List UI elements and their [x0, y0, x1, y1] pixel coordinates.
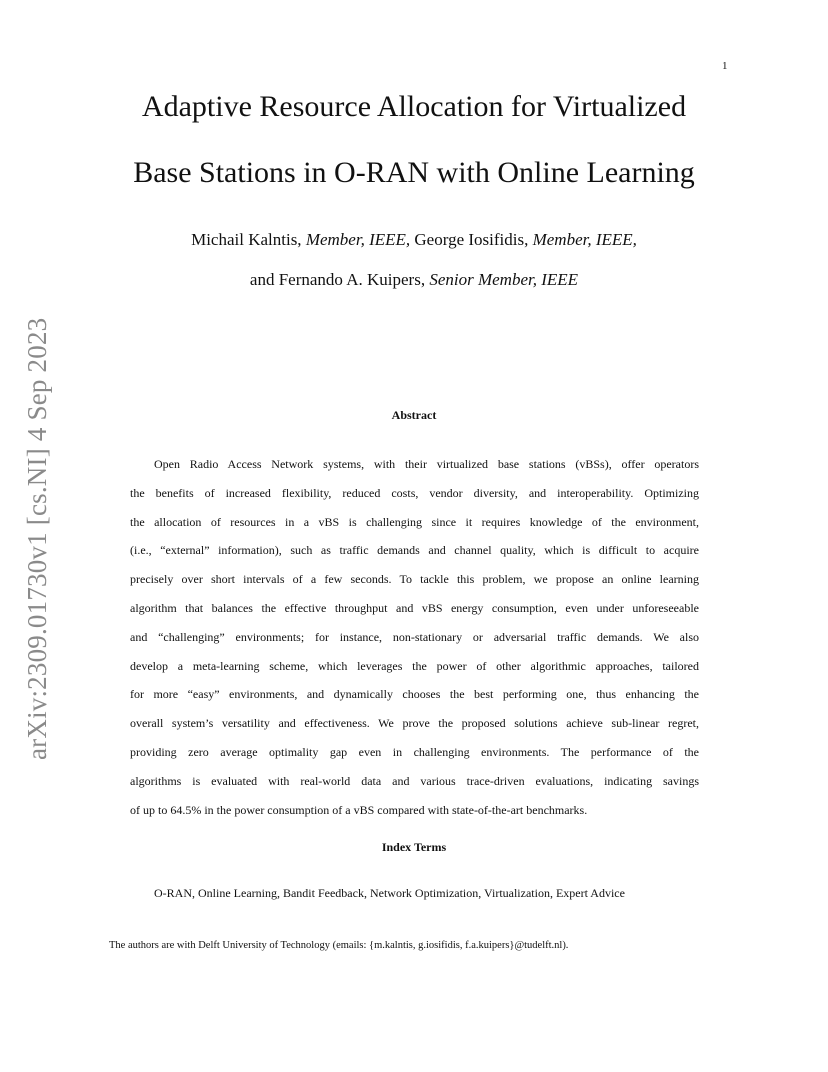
author-1-role: Member, IEEE, [305, 230, 411, 249]
abstract-line: overall system’s versatility and effectiveness. We prove the proposed solutions achieve sub-linear regret, [130, 716, 699, 731]
abstract-line: algorithm that balances the effective throughput and vBS energy consumption, even under unforeseeable [130, 600, 699, 615]
author-2-name: George Iosifidis, [410, 230, 533, 249]
index-terms-text: O-RAN, Online Learning, Bandit Feedback, Network Optimization, Virtualization, Expert Advice [154, 886, 625, 900]
abstract-line: precisely over short intervals of a few seconds. To tackle this problem, we propose an online learning [130, 572, 699, 587]
author-2-role: Member, IEEE, [532, 230, 637, 249]
index-terms-heading: Index Terms [381, 840, 447, 854]
abstract-line: of up to 64.5% in the power consumption of a vBS compared with state-of-the-art benchmarks. [130, 802, 588, 817]
abstract-line: algorithms is evaluated with real-world data and various trace-driven evaluations, indicating savings [130, 773, 699, 788]
author-affiliation-footnote: The authors are with Delft University of Technology (emails: {m.kalntis, g.iosifidis, f.a.kuipers}@tudelft.nl). [109, 940, 569, 951]
abstract-line: Open Radio Access Network systems, with their virtualized base stations (vBSs), offer operators [154, 457, 699, 471]
author-3-name: and Fernando A. Kuipers, [249, 270, 430, 289]
author-1-name: Michail Kalntis, [191, 230, 306, 249]
abstract-body [130, 450, 699, 824]
author-line-1 [0, 230, 828, 250]
abstract-heading: Abstract [391, 408, 437, 422]
abstract-line: the allocation of resources in a vBS is challenging since it requires knowledge of the environment, [130, 514, 699, 529]
page-number: 1 [722, 60, 728, 72]
paper-title-line-2: Base Stations in O-RAN with Online Learning [133, 156, 695, 189]
paper-title-line-1: Adaptive Resource Allocation for Virtualized [141, 90, 687, 123]
author-3-role: Senior Member, IEEE [429, 270, 579, 289]
author-line-2 [0, 270, 828, 290]
abstract-line: providing zero average optimality gap even in challenging environments. The performance of the [130, 744, 699, 759]
abstract-line: (i.e., “external” information), such as traffic demands and channel quality, which is difficult to acquire [130, 543, 699, 558]
abstract-line: develop a meta-learning scheme, which leverages the power of other algorithmic approaches, tailored [130, 658, 699, 673]
abstract-line: and “challenging” environments; for instance, non-stationary or adversarial traffic demands. We also [130, 629, 699, 644]
abstract-line: the benefits of increased flexibility, reduced costs, vendor diversity, and interoperability. Optimizing [130, 485, 699, 500]
arxiv-identifier: arXiv:2309.01730v1 [cs.NI] 4 Sep 2023 [22, 317, 52, 760]
abstract-line: for more “easy” environments, and dynamically chooses the best performing one, thus enhancing the [130, 687, 699, 702]
